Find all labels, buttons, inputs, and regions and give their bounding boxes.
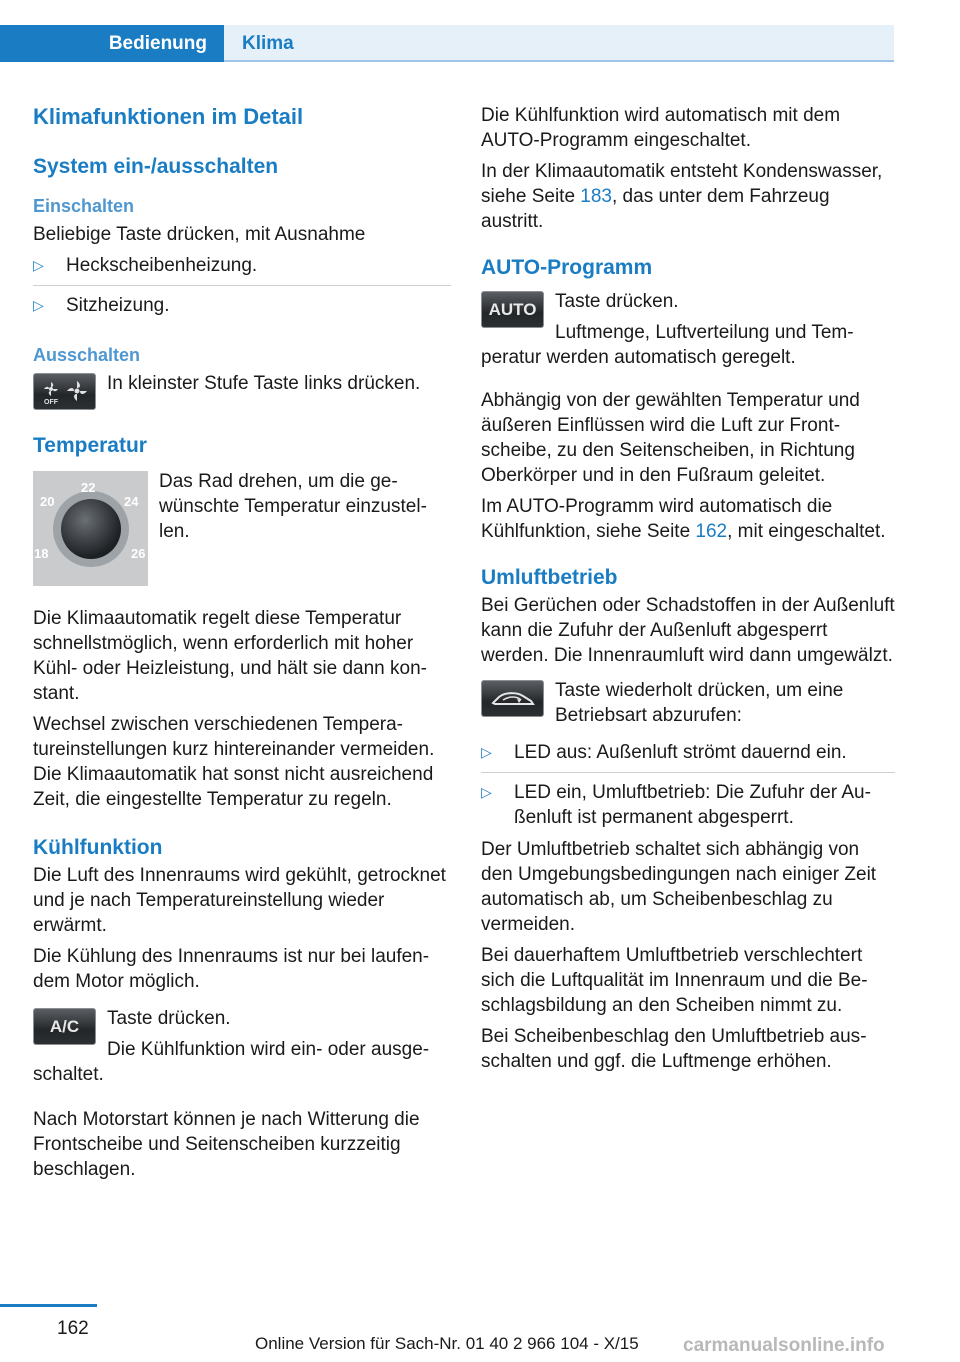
knob-label: 22 [81,480,96,495]
text-run: , das unter dem Fahrzeug austritt. [481,186,830,232]
right-column [481,103,895,1080]
umluft-paragraph-1: Bei Gerüchen oder Schadstoffen in der Außenluft kann die Zufuhr der Außenluft abgesperrt werden. Die Innenraumluft wird dann umgewälzt. [481,595,895,666]
ac-line-2: Die Kühlfunktion wird ein- oder ausgeschaltet. [33,1039,430,1085]
ac-label: A/C [49,1017,80,1036]
einschalten-text: Beliebige Taste drücken, mit Ausnahme [33,224,366,245]
knob-label: 20 [40,494,55,509]
system-heading: System ein-/ausschalten [33,155,279,178]
list-item: ▷ LED ein, Umluftbetrieb: Die Zufuhr der Außenluft ist permanent abgesperrt. [481,780,895,830]
auto-row [481,289,895,370]
right-paragraph-4 [481,494,895,544]
einschalten-heading: Einschalten [33,196,135,216]
umluft-paragraph-4: Bei Scheibenbeschlag den Umluftbetrieb ausschalten und ggf. die Luftmenge erhöhen. [481,1026,867,1072]
temperatur-text: Das Rad drehen, um die gewünschte Temperatur einzustellen. [159,471,427,542]
ac-row [33,1006,451,1087]
auto-label: AUTO [488,300,537,319]
svg-text:OFF: OFF [43,398,58,406]
list-item: ▷ Sitzheizung. [33,293,451,318]
online-version-text: Online Version für Sach-Nr. 01 40 2 966 104 - X/15 [255,1334,639,1353]
page-title: Klimafunktionen im Detail [33,104,304,129]
ac-button-icon [33,1008,96,1045]
knob-label: 18 [34,546,49,561]
tab-klima-label: Klima [242,33,294,54]
ausschalten-text: In kleinster Stufe Taste links drücken. [107,373,421,394]
auto-heading: AUTO-Programm [481,256,653,279]
list-item: ▷ LED aus: Außenluft strömt dauernd ein. [481,740,895,765]
kuehl-paragraph-1: Die Luft des Innenraums wird gekühlt, getrocknet und je nach Temperatureinstellung wieder erwärmt. [33,865,446,936]
right-paragraph-2 [481,159,895,234]
knob-label: 24 [124,494,139,509]
page-number: 162 [57,1318,89,1339]
umluft-row [481,678,895,728]
umluft-paragraph-3: Bei dauerhaftem Umluftbetrieb verschlechtert sich die Luftqualität im Innenraum und die Beschlagsbildung an den Scheiben nimmt zu. [481,945,868,1016]
list-item: ▷ Heckscheibenheizung. [33,253,451,278]
auto-button-icon [481,291,544,328]
ausschalten-row [33,371,451,414]
umluft-button-text: Taste wiederholt drücken, um eine Betriebsart abzurufen: [555,680,844,726]
page-link-183[interactable]: 183 [580,186,612,207]
left-column [33,103,451,1188]
text-run: , mit eingeschaltet. [727,521,886,542]
temperatur-row [33,469,451,594]
recirculation-button-icon [481,680,544,717]
text-run: In der Klimaautomatik entsteht Kondenswasser, siehe Seite [481,161,883,207]
tab-klima[interactable] [224,25,894,62]
temperatur-heading: Temperatur [33,434,147,457]
auto-line-1: Taste drücken. [555,291,679,312]
tab-bedienung-label: Bedienung [108,33,207,54]
temp-paragraph-2: Wechsel zwischen verschiedenen Temperatureinstellungen kurz hintereinander vermeiden. Die Klimaautomatik hat sonst nicht ausreichend Zeit, die eingestellte Temperatur zu regeln. [33,714,435,810]
right-paragraph-3: Abhängig von der gewählten Temperatur und äußeren Einflüssen wird die Luft zur Frontscheibe, zu den Seitenscheiben, in Richtung Oberkörper und in den Fußraum geleitet. [481,390,860,486]
temp-paragraph-1: Die Klimaautomatik regelt diese Temperatur schnellstmöglich, wenn erforderlich mit hoher Kühl- oder Heizleistung, und hält sie dann konstant. [33,608,427,704]
knob-label: 26 [131,546,146,561]
header-rule [224,60,894,62]
tab-bedienung[interactable] [0,25,224,62]
temperature-knob-image [33,471,148,586]
text-run: Im AUTO-Programm wird automatisch die Kühlfunktion, siehe Seite [481,496,833,542]
fan-off-button-icon [33,373,96,410]
auto-line-2: Luftmenge, Luftverteilung und Temperatur werden automatisch geregelt. [481,322,854,368]
page-link-162[interactable]: 162 [695,521,728,542]
kuehl-paragraph-3: Nach Motorstart können je nach Witterung die Frontscheibe und Seitenscheiben kurzzeitig beschlagen. [33,1109,420,1180]
bullet-divider [33,285,451,286]
knob-dial [61,499,121,559]
footer-rule [0,1304,97,1307]
umluft-heading: Umluftbetrieb [481,566,618,589]
kuehl-heading: Kühlfunktion [33,836,163,859]
ausschalten-heading: Ausschalten [33,345,141,365]
bullet-divider [481,772,895,773]
ac-line-1: Taste drücken. [107,1008,231,1029]
kuehl-paragraph-2: Die Kühlung des Innenraums ist nur bei laufendem Motor möglich. [33,946,430,992]
watermark-logo: carmanualsonline.info [683,1335,885,1356]
umluft-paragraph-2: Der Umluftbetrieb schaltet sich abhängig von den Umgebungsbedingungen nach einiger Zeit automatisch ab, um Scheibenbeschlag zu vermeiden. [481,839,877,935]
right-paragraph-1: Die Kühlfunktion wird automatisch mit dem AUTO-Programm eingeschaltet. [481,105,841,151]
